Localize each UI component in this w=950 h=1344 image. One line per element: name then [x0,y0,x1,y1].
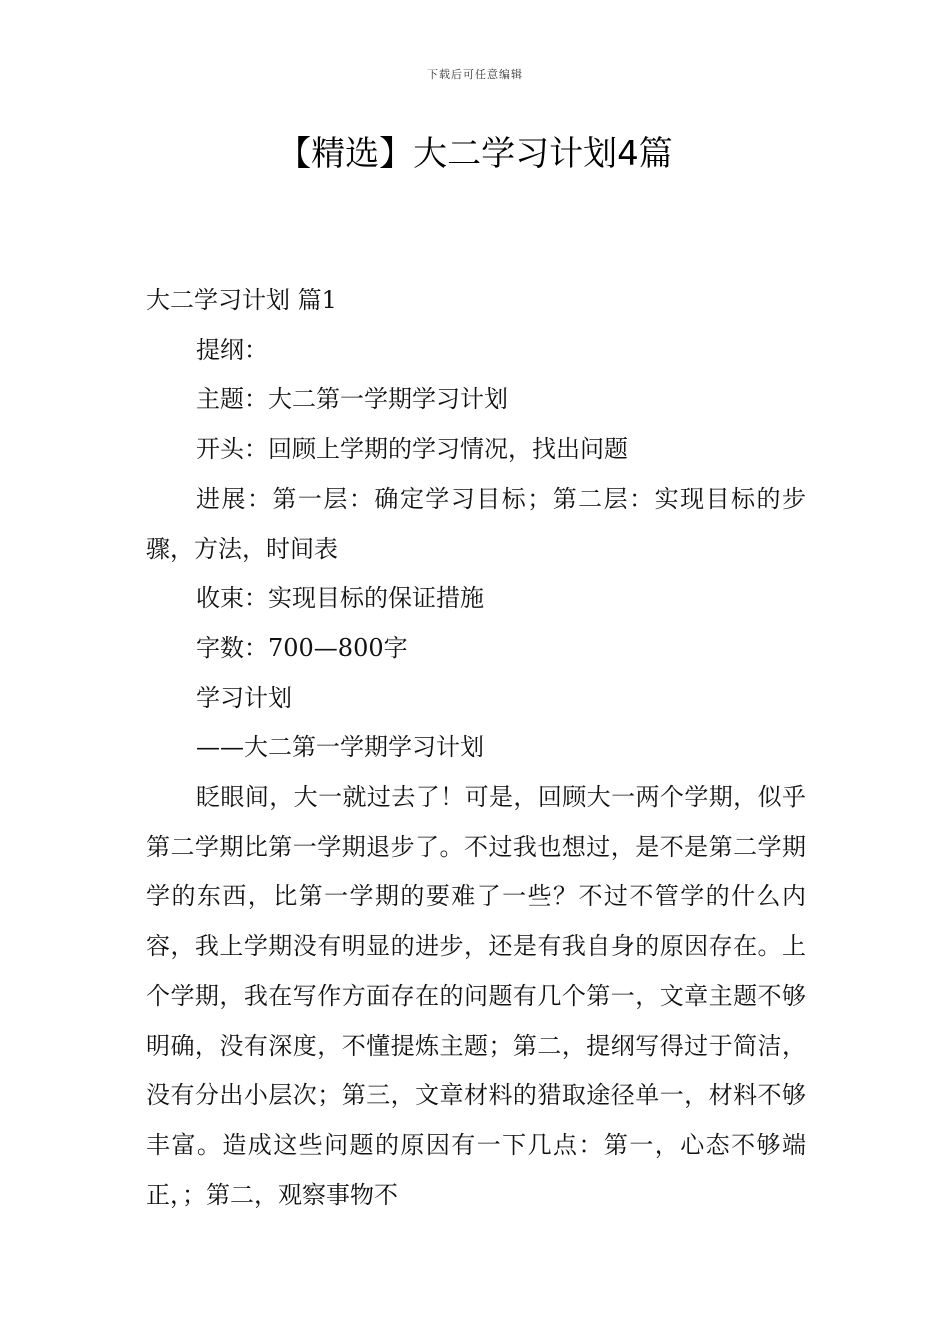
outline-word-count: 字数：700—800字 [196,633,408,662]
body-paragraph: 眨眼间，大一就过去了！可是，回顾大一两个学期，似乎第二学期比第一学期退步了。不过我也想过，是不是第二学期学的东西，比第一学期的要难了一些？不过不管学的什么内容，我上学期没有明显的进步，还是有我自身的原因存在。上个学期，我在写作方面存在的问题有几个第一，文章主题不够明确，没有深度，不懂提炼主题；第二，提纲写得过于简洁，没有分出小层次；第三，文章材料的猎取途径单一，材料不够丰富。造成这些问题的原因有一下几点：第一，心态不够端正，；第二，观察事物不 [146,783,806,1209]
document-title: 【精选】大二学习计划4篇 [277,134,673,174]
outline-development: 进展：第一层：确定学习目标；第二层：实现目标的步骤，方法，时间表 [146,484,806,563]
plan-subtitle: ——大二第一学期学习计划 [196,733,484,762]
outline-theme: 主题：大二第一学期学习计划 [196,385,508,414]
plan-title: 学习计划 [196,683,292,712]
outline-opening: 开头：回顾上学期的学习情况，找出问题 [196,435,628,464]
outline-label: 提纲： [196,335,268,364]
section-heading: 大二学习计划 篇1 [146,286,337,314]
document-body [146,276,806,1220]
outline-conclusion: 收束：实现目标的保证措施 [196,584,484,613]
header-note: 下载后可任意编辑 [427,68,523,81]
